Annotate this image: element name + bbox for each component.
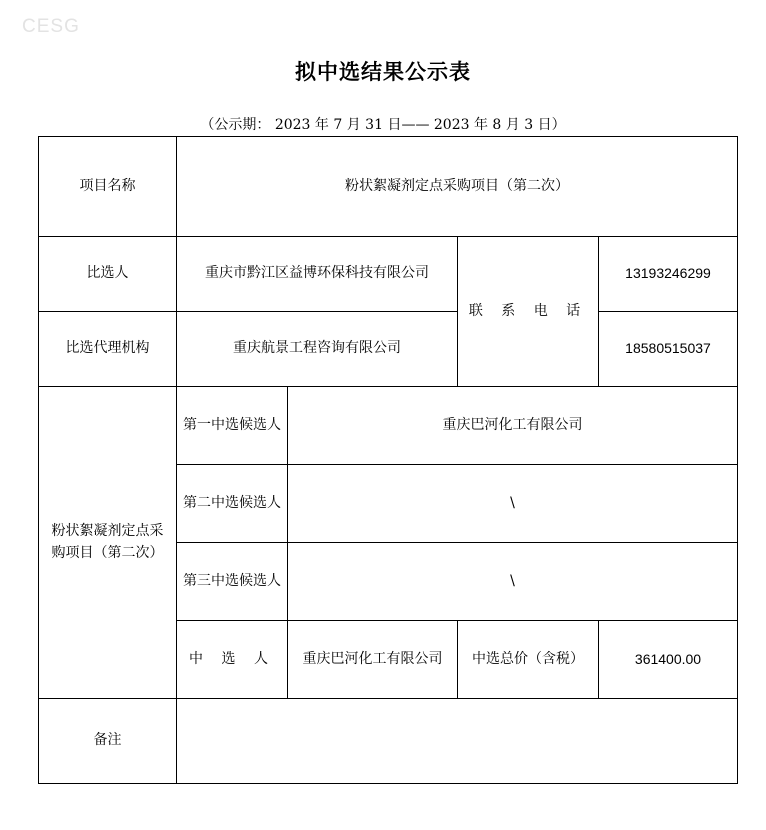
- agency-label: 比选代理机构: [39, 312, 177, 387]
- candidate-2-label: 第二中选候选人: [177, 465, 288, 543]
- price-label: 中选总价（含税）: [458, 621, 599, 699]
- remarks-value: [177, 699, 738, 784]
- selector-phone: 13193246299: [599, 237, 738, 312]
- remarks-label: 备注: [39, 699, 177, 784]
- results-table: [38, 136, 738, 784]
- candidate-1-value: 重庆巴河化工有限公司: [288, 387, 738, 465]
- publicity-period: （公示期： 2023 年 7 月 31 日—— 2023 年 8 月 3 日）: [200, 117, 566, 133]
- page-title: 拟中选结果公示表: [295, 59, 471, 84]
- agency-value: 重庆航景工程咨询有限公司: [177, 312, 458, 387]
- winner-label: 中 选 人: [177, 621, 288, 699]
- candidate-1-label: 第一中选候选人: [177, 387, 288, 465]
- candidate-3-label: 第三中选候选人: [177, 543, 288, 621]
- candidate-2-value: \: [288, 465, 738, 543]
- agency-phone: 18580515037: [599, 312, 738, 387]
- price-value: 361400.00: [599, 621, 738, 699]
- contact-phone-label: 联 系 电 话: [458, 237, 599, 387]
- selector-value: 重庆市黔江区益博环保科技有限公司: [177, 237, 458, 312]
- project-name-label: 项目名称: [39, 137, 177, 237]
- project-name-value: 粉状絮凝剂定点采购项目（第二次）: [177, 137, 738, 237]
- watermark-logo: CESG: [22, 16, 80, 37]
- candidate-3-value: \: [288, 543, 738, 621]
- selector-label: 比选人: [39, 237, 177, 312]
- winner-value: 重庆巴河化工有限公司: [288, 621, 458, 699]
- section-label: 粉状絮凝剂定点采购项目（第二次）: [39, 387, 177, 699]
